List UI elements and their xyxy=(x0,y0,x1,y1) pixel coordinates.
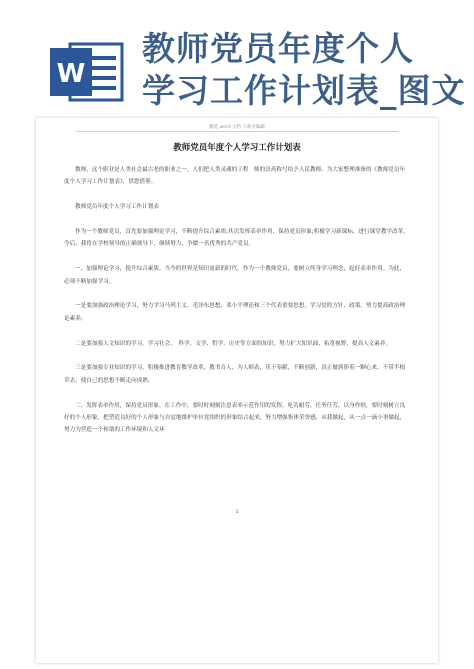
document-page xyxy=(36,118,438,663)
word-icon-letter: W xyxy=(56,59,86,89)
paragraph-subtitle: 教师党员年度个人学习工作计划表 xyxy=(75,204,159,211)
page-header: 精选 word 文档 下载可编辑 xyxy=(209,125,265,130)
banner-title-line-1: 教师党员年度个人 xyxy=(142,29,414,68)
paragraph-overview: 作为一个教师党员，首先要加强理论学习，不断提升综合素质;其次发挥表率作用，保持党员形象;积极学习新课标，进行课堂教学改革。今后，我将在学校领导的正确领导下，继续努力，争做一名优秀的共产党员。 xyxy=(64,229,409,248)
word-document-icon xyxy=(48,38,126,106)
document-body xyxy=(64,164,410,437)
banner-title-line-2: 学习工作计划表_图文 xyxy=(142,71,466,110)
paragraph-humanities-study: 二是要加强人文知识的学习。学习社会、 科学、文学、哲学、历史等方面的知识，努力扩大知识面，拓宽视野，提高人文素养。 xyxy=(75,340,392,347)
banner-title xyxy=(142,28,470,112)
document-title: 教师党员年度个人学习工作计划表 xyxy=(173,143,301,153)
page-number: 1 xyxy=(235,510,239,515)
paragraph-section-2: 二、发挥表率作用，保持党员形象。在工作中，要时时刻刻注意表率示范作用的发挥，吃苦耐劳，任务任劳，以身作则，要时刻树立良好的个人形象，把塑造良好的个人形象与自觉地维护单位党组织的形象结合起来，努力增强集体荣誉感，从我做起，从一点一滴小事做起，努力为营造一个和谐的工作环境和人文环 xyxy=(64,402,406,434)
page-header-divider xyxy=(76,131,398,132)
paragraph-professional-study: 三是要加强专业知识的学习，积极推进教育教学改革，教书育人，为人师表，乐于奉献，不断创新，真正做到俸着一颗心来，不带半根草去，使自己的思想不断走向成熟。 xyxy=(64,365,406,384)
header-banner xyxy=(0,0,474,118)
paragraph-section-1: 一、加强理论学习，提升综合素质。当今的世界是知识更新的时代，作为一个教师党员，要树立终身学习理念，起好表率作用。为此，必须不断加强学习。 xyxy=(64,266,406,285)
paragraph-political-study: 一是要加强政治理论学习，努力学习马列主义、毛泽东思想、邓小平理论和三个代表重要思想，学习党的方针、政策，努力提高政治理论素养; xyxy=(64,303,406,322)
paragraph-intro: 教师，这个职业是人类社会最古老的职业之一。人们把人类灵魂的工程 师的崇高称号给予人民教师。为大家整理准备的《教师党员年度个人学习工作计划表》，供您借鉴。 xyxy=(64,167,406,186)
